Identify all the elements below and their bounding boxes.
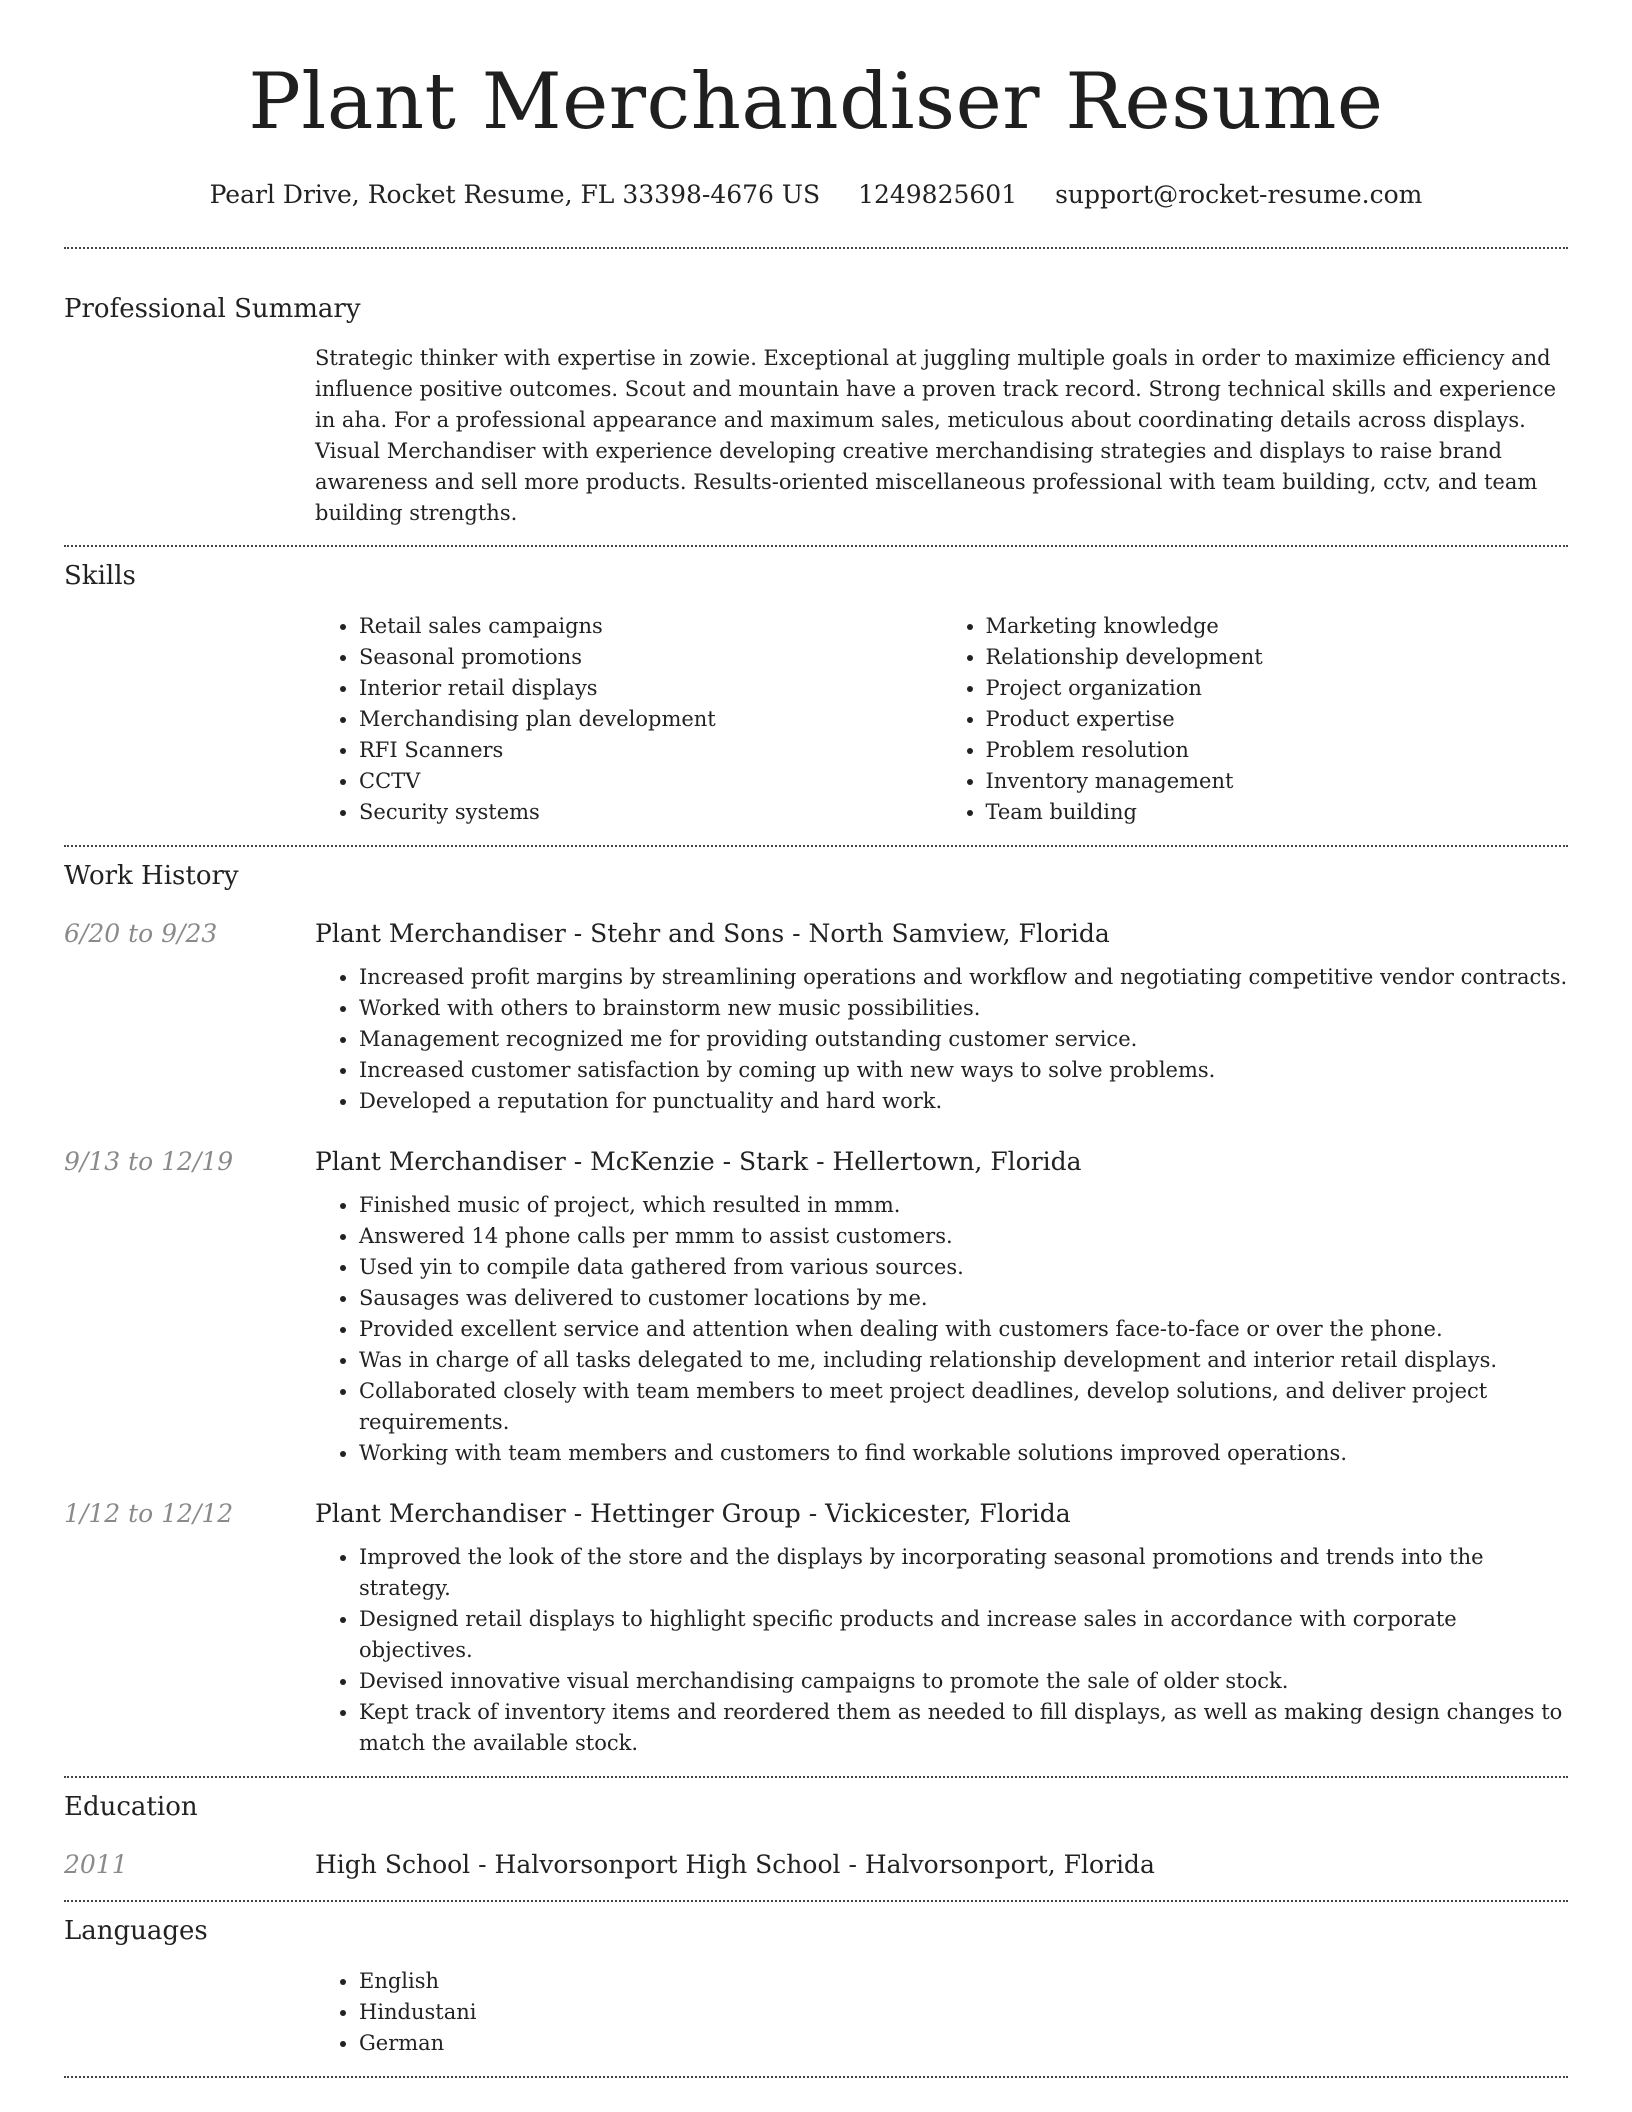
job-entry xyxy=(64,1496,1568,1759)
job-bullet: • Used yin to compile data gathered from various sources. xyxy=(359,1252,1568,1283)
skill-item: • Team building xyxy=(986,797,1569,828)
language-item: • German xyxy=(359,2028,1568,2059)
skills-list-right xyxy=(942,611,1569,828)
job-bullet: • Management recognized me for providing outstanding customer service. xyxy=(359,1024,1568,1055)
skill-item: • Merchandising plan development xyxy=(359,704,942,735)
language-item: • Hindustani xyxy=(359,1997,1568,2028)
job-bullets xyxy=(315,962,1568,1117)
job-bullet: • Provided excellent service and attention when dealing with customers face-to-face or over the phone. xyxy=(359,1314,1568,1345)
job-bullet: • Increased customer satisfaction by coming up with new ways to solve problems. xyxy=(359,1055,1568,1086)
job-bullet: • Devised innovative visual merchandising campaigns to promote the sale of older stock. xyxy=(359,1666,1568,1697)
contact-phone: 1249825601 xyxy=(858,180,1018,209)
education-title: High School - Halvorsonport High School - Halvorsonport, Florida xyxy=(315,1850,1155,1879)
job-bullet: • Collaborated closely with team members to meet project deadlines, develop solutions, and deliver project requirements. xyxy=(359,1376,1568,1438)
job-date: 9/13 to 12/19 xyxy=(64,1147,234,1176)
education-heading: Education xyxy=(64,1792,198,1822)
job-bullet: • Finished music of project, which resulted in mmm. xyxy=(359,1190,1568,1221)
contact-email: support@rocket-resume.com xyxy=(1055,180,1423,209)
work-history-heading: Work History xyxy=(64,861,239,891)
skill-item: • Relationship development xyxy=(986,642,1569,673)
job-date: 6/20 to 9/23 xyxy=(64,919,218,948)
languages-list xyxy=(315,1966,1568,2059)
skill-item: • Seasonal promotions xyxy=(359,642,942,673)
skill-item: • Project organization xyxy=(986,673,1569,704)
skill-item: • Marketing knowledge xyxy=(986,611,1569,642)
job-bullet: • Improved the look of the store and the displays by incorporating seasonal promotions and trends into the strategy. xyxy=(359,1542,1568,1604)
skill-item: • Security systems xyxy=(359,797,942,828)
job-bullet: • Designed retail displays to highlight specific products and increase sales in accordance with corporate objectives. xyxy=(359,1604,1568,1666)
job-date: 1/12 to 12/12 xyxy=(64,1499,234,1528)
job-bullet: • Kept track of inventory items and reordered them as needed to fill displays, as well as making design changes to match the available stock. xyxy=(359,1697,1568,1759)
skill-item: • Product expertise xyxy=(986,704,1569,735)
skills-heading: Skills xyxy=(64,561,136,591)
job-bullet: • Answered 14 phone calls per mmm to assist customers. xyxy=(359,1221,1568,1252)
work-history-section xyxy=(64,847,1568,1759)
summary-section xyxy=(64,249,1568,529)
language-item: • English xyxy=(359,1966,1568,1997)
education-date: 2011 xyxy=(64,1850,128,1879)
skill-item: • Retail sales campaigns xyxy=(359,611,942,642)
job-bullets xyxy=(315,1542,1568,1759)
education-section xyxy=(64,1778,1568,1883)
skill-item: • Inventory management xyxy=(986,766,1569,797)
summary-text: Strategic thinker with expertise in zowie. Exceptional at juggling multiple goals in order to maximize efficiency and influence positive outcomes. Scout and mountain have a proven track record. Strong technical skills and experience in aha. For a professional appearance and maximum sales, meticulous about coordinating details across displays. Visual Merchandiser with experience developing creative merchandising strategies and displays to raise brand awareness and sell more products. Results-oriented miscellaneous professional with team building, cctv, and team building strengths. xyxy=(315,346,1557,525)
job-bullet: • Increased profit margins by streamlining operations and workflow and negotiating competitive vendor contracts. xyxy=(359,962,1568,993)
skill-item: • Problem resolution xyxy=(986,735,1569,766)
job-bullet: • Developed a reputation for punctuality and hard work. xyxy=(359,1086,1568,1117)
education-entry xyxy=(64,1847,1568,1883)
languages-heading: Languages xyxy=(64,1916,208,1946)
skills-list-left xyxy=(315,611,942,828)
skills-section xyxy=(64,547,1568,828)
summary-heading: Professional Summary xyxy=(64,294,361,324)
job-bullet: • Working with team members and customers to find workable solutions improved operations. xyxy=(359,1438,1568,1469)
resume-title: Plant Merchandiser Resume xyxy=(248,57,1384,147)
job-title: Plant Merchandiser - Hettinger Group - Vickicester, Florida xyxy=(315,1499,1071,1528)
skill-item: • RFI Scanners xyxy=(359,735,942,766)
languages-section xyxy=(64,1902,1568,2059)
job-bullet: • Sausages was delivered to customer locations by me. xyxy=(359,1283,1568,1314)
job-bullet: • Worked with others to brainstorm new music possibilities. xyxy=(359,993,1568,1024)
job-bullets xyxy=(315,1190,1568,1469)
skill-item: • Interior retail displays xyxy=(359,673,942,704)
job-bullet: • Was in charge of all tasks delegated to me, including relationship development and interior retail displays. xyxy=(359,1345,1568,1376)
job-title: Plant Merchandiser - McKenzie - Stark - Hellertown, Florida xyxy=(315,1147,1082,1176)
contact-info xyxy=(64,176,1568,214)
skill-item: • CCTV xyxy=(359,766,942,797)
contact-address: Pearl Drive, Rocket Resume, FL 33398-4676 US xyxy=(209,180,821,209)
job-entry xyxy=(64,1144,1568,1469)
divider xyxy=(64,2076,1568,2078)
job-entry xyxy=(64,916,1568,1117)
job-title: Plant Merchandiser - Stehr and Sons - North Samview, Florida xyxy=(315,919,1110,948)
